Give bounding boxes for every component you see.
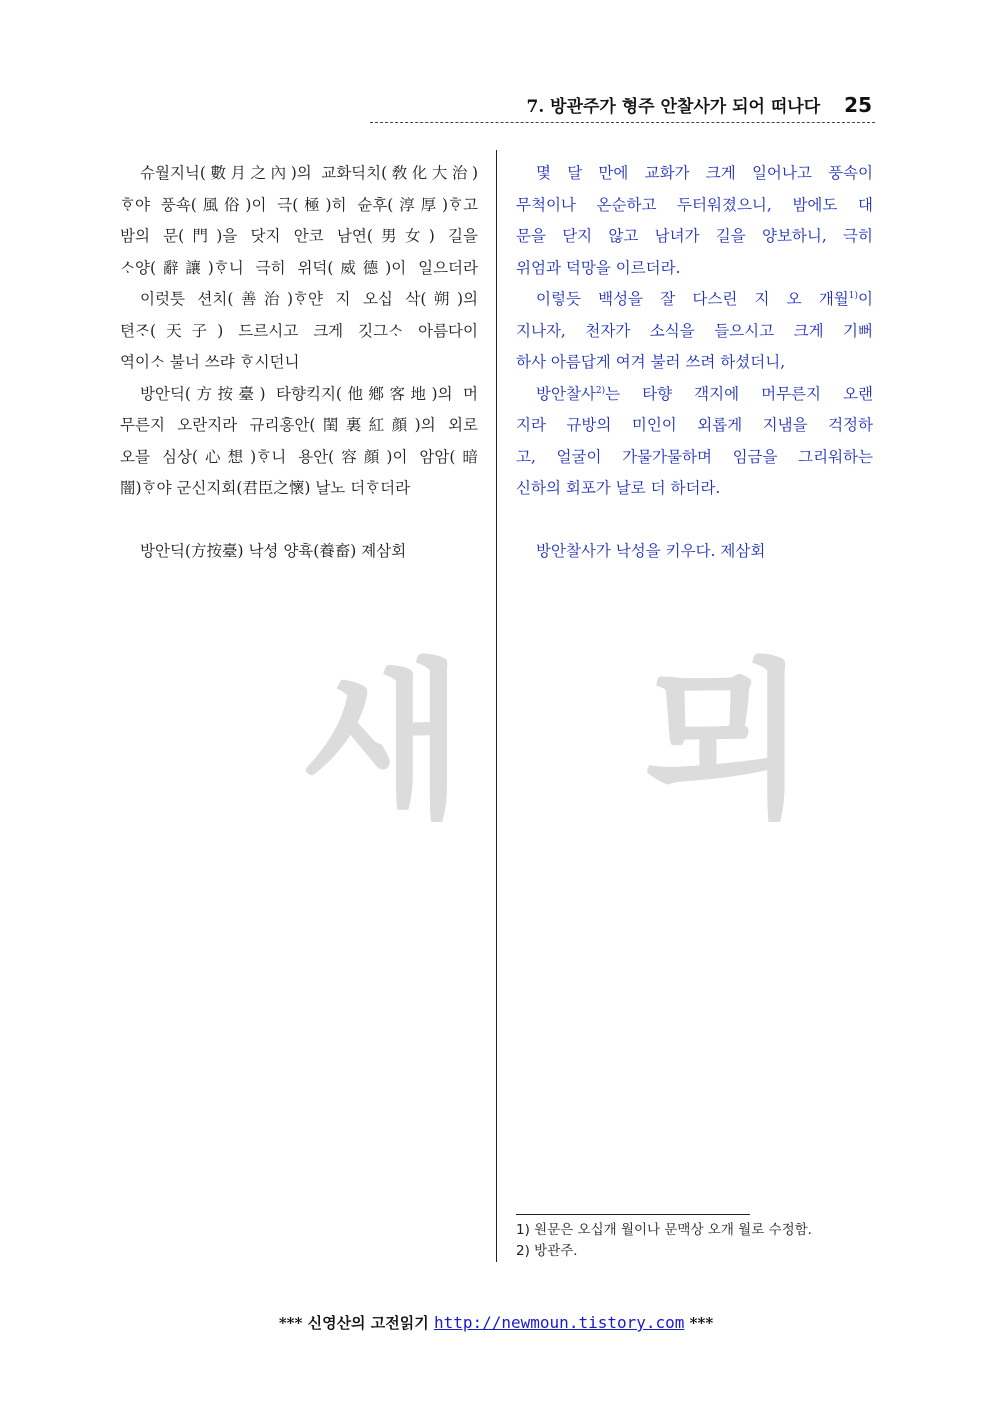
translation-line: 몇 달 만에 교화가 크게 일어나고 풍속이: [536, 164, 873, 182]
translation-text: 는 타향 객지에 머무른지 오랜: [605, 384, 873, 403]
header-dashed-rule: [370, 122, 875, 123]
footer-prefix: *** 신영산의 고전읽기: [278, 1314, 434, 1332]
footnote-2: 2) 방관주.: [516, 1243, 578, 1259]
footer-suffix: ***: [684, 1314, 714, 1332]
original-line: 闇)ᄒᆞ야 군신지회(君臣之懷) 날노 더ᄒᆞ더라: [120, 479, 411, 497]
original-line: 오믈 심상(心想)ᄒᆞ니 용안(容顔)이 암암(暗: [120, 447, 478, 466]
original-line: ᄉᆞ양(辭讓)ᄒᆞ니 극히 위덕(威德)이 일으더라: [120, 258, 478, 277]
original-line: 역이ᄉᆞ 불너 쓰랴 ᄒᆞ시던니: [120, 353, 300, 371]
original-line: ᄒᆞ야 풍쇽(風俗)이 극(極)히 슌후(淳厚)ᄒᆞ고: [120, 195, 478, 214]
original-line: 밤의 문(門)을 닷지 안코 남연(男女) 길을: [120, 227, 478, 245]
chapter-title: 7. 방관주가 형주 안찰사가 되어 떠나다: [526, 97, 821, 117]
translation-line: [516, 284, 873, 316]
translation-column: [516, 158, 873, 567]
translation-line: 문을 닫지 않고 남녀가 길을 양보하니, 극히: [516, 227, 873, 245]
page-number: 25: [844, 93, 872, 117]
footnote-1: 1) 원문은 오십개 월이나 문맥상 오개 월로 수정함.: [516, 1222, 812, 1238]
original-line: 이럿틋 션치(善治)ᄒᆞ얀 지 오십 삭(朔)의: [140, 290, 478, 308]
paragraph-gap: [120, 505, 478, 536]
translation-line: 지나자, 천자가 소식을 들으시고 크게 기뻐: [516, 321, 873, 340]
original-line: 방안딕(方按臺) 타향킥지(他鄕客地)의 머: [140, 384, 478, 403]
translation-text: 방안찰사: [536, 384, 596, 403]
original-chapter-heading: 방안딕(方按臺) 낙셩 양휵(養畜) 졔삼회: [140, 541, 407, 560]
footnote-marker-2[interactable]: 2): [595, 385, 606, 396]
translation-line: [516, 379, 873, 411]
original-text-column: [120, 158, 478, 567]
footnote-rule: [516, 1214, 750, 1215]
footnote-marker-1[interactable]: 1): [848, 290, 859, 301]
translation-chapter-heading: 방안찰사가 낙성을 키우다. 제삼회: [536, 541, 766, 560]
column-divider: [496, 150, 497, 1262]
translation-line: 지라 규방의 미인이 외롭게 지냄을 걱정하: [516, 416, 873, 434]
translation-text: 이: [858, 290, 873, 308]
watermark: 새 뫼: [300, 644, 868, 842]
translation-line: 무척이나 온순하고 두터워졌으니, 밤에도 대: [516, 195, 873, 214]
running-header: [526, 92, 872, 117]
footnotes: [516, 1220, 812, 1262]
paragraph-gap: [516, 505, 873, 536]
page-footer: [0, 1312, 992, 1333]
translation-line: 신하의 회포가 날로 더 하더라.: [516, 479, 721, 497]
translation-text: 이렇듯 백성을 잘 다스린 지 오 개월: [536, 290, 849, 308]
translation-line: 하사 아름답게 여겨 불러 쓰려 하셨더니,: [516, 353, 786, 371]
original-line: 무른지 오란지라 규리홍안(閨裏紅顔)의 외로: [120, 416, 478, 434]
translation-line: 위엄과 덕망을 이르더라.: [516, 258, 681, 277]
blog-link[interactable]: http://newmoun.tistory.com: [433, 1313, 685, 1332]
original-line: 슈월지닉(數月之內)의 교화딕치(敎化大治): [140, 164, 478, 182]
original-line: 텬ᄌᆞ(天子) 드르시고 크게 깃그ᄉᆞ 아름다이: [120, 321, 478, 340]
translation-line: 고, 얼굴이 가물가물하며 임금을 그리워하는: [516, 447, 873, 466]
